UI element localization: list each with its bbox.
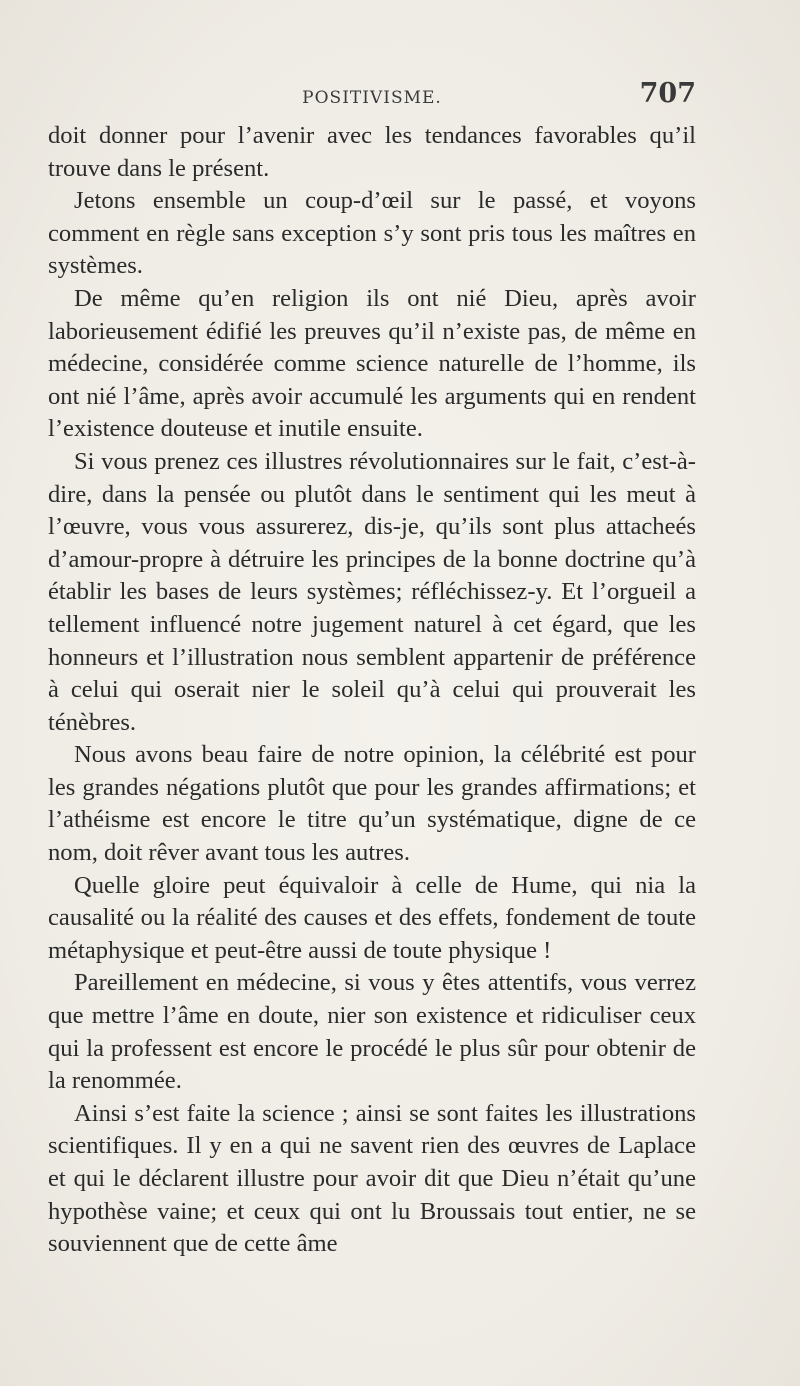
paragraph: Jetons ensemble un coup-d’œil sur le passé, et voyons comment en règle sans exception s’y sont pris tous les maîtres en systèmes. <box>48 187 696 280</box>
paragraph: doit donner pour l’avenir avec les tendances favorables qu’il trouve dans le présent. <box>48 122 696 182</box>
paragraph: Pareillement en médecine, si vous y êtes attentifs, vous verrez que mettre l’âme en doute, nier son existence et ridiculiser ceux qui la professent est encore le procédé le plus sûr pour obtenir de la renommée. <box>48 969 696 1095</box>
page-header <box>48 78 696 114</box>
paragraph: Ainsi s’est faite la science ; ainsi se sont faites les illustrations scientifiques. Il y en a qui ne savent rien des œuvres de Laplace et qui le déclarent illustre pour avoir dit que Dieu n’était qu’une hypothèse vaine; et ceux qui ont lu Broussais tout entier, ne se souviennent que de cette âme <box>48 1099 696 1258</box>
paragraph: Nous avons beau faire de notre opinion, la célébrité est pour les grandes négations plutôt que pour les grandes affirmations; et l’athéisme est encore le titre qu’un systématique, digne de ce nom, doit rêver avant tous les autres. <box>48 741 696 867</box>
paragraph: De même qu’en religion ils ont nié Dieu, après avoir laborieusement édifié les preuves qu’il n’existe pas, de même en médecine, considérée comme science naturelle de l’homme, ils ont nié l’âme, après avoir accumulé les arguments qui en rendent l’existence douteuse et inutile ensuite. <box>48 284 696 443</box>
paragraph: Si vous prenez ces illustres révolutionnaires sur le fait, c’est-à-dire, dans la pensée ou plutôt dans le sentiment qui les meut à l’œuvre, vous vous assurerez, dis-je, qu’ils sont plus attacheés d’amour-propre à détruire les principes de la bonne doctrine qu’à établir les bases de leurs systèmes; réfléchissez-y. Et l’orgueil a tellement influencé notre jugement naturel à cet égard, que les honneurs et l’illustration nous semblent appartenir de préférence à celui qui oserait nier le soleil qu’à celui qui prouverait les ténèbres. <box>48 447 696 736</box>
running-head: POSITIVISME. <box>302 88 442 108</box>
body-text <box>48 120 696 1261</box>
paragraph: Quelle gloire peut équivaloir à celle de Hume, qui nia la causalité ou la réalité des causes et des effets, fondement de toute métaphysique et peut-être aussi de toute physique ! <box>48 871 696 964</box>
page-number: 707 <box>639 78 696 109</box>
